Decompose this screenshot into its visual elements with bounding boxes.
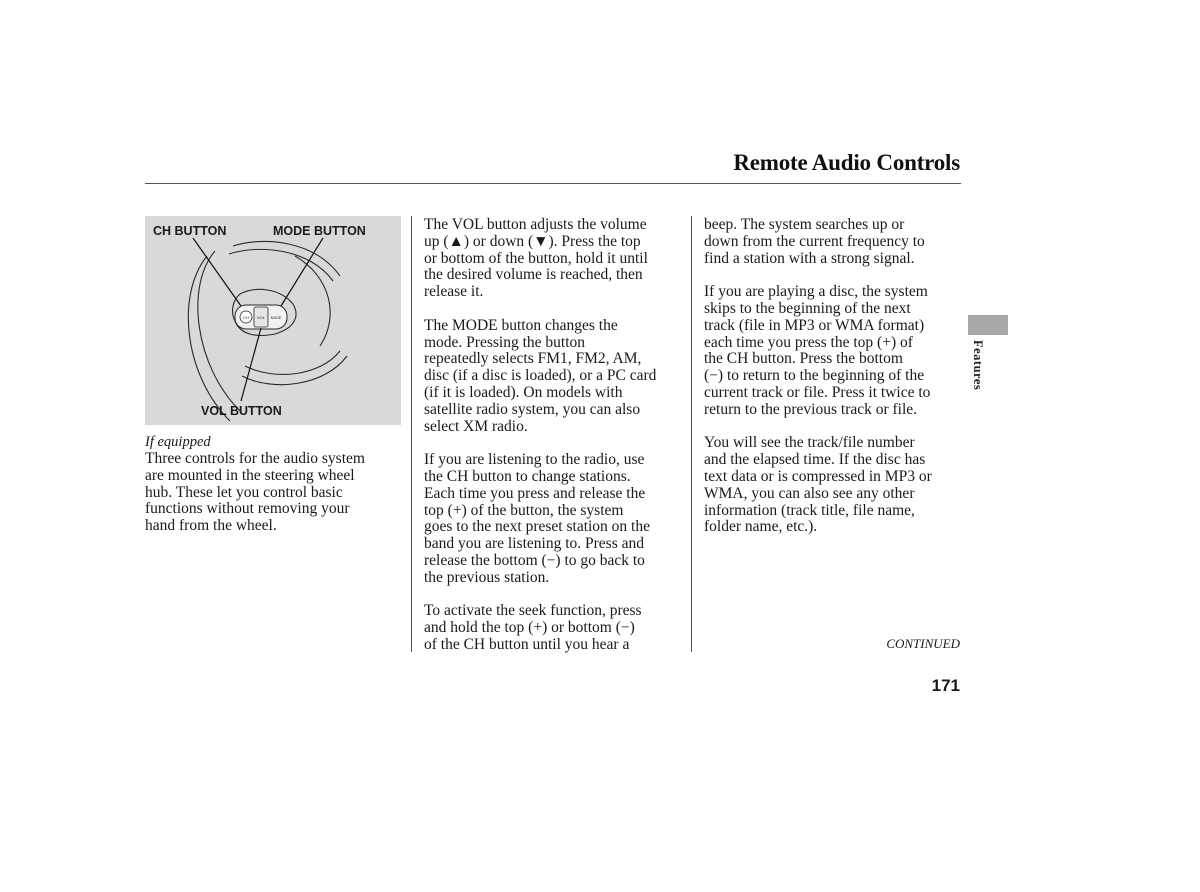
button-panel <box>235 305 287 329</box>
left-column <box>145 451 407 552</box>
right-column <box>704 217 966 553</box>
panel-ch-text: CH <box>243 315 249 320</box>
mode-button-label: MODE BUTTON <box>273 224 366 238</box>
middle-paragraph-vol: The VOL button adjusts the volume up (▲) or down (▼). Press the top or bottom of the button, hold it until the desired volume is reached, then release it. <box>424 216 648 301</box>
right-paragraph-beep: beep. The system searches up or down from the current frequency to find a station with a strong signal. <box>704 216 925 267</box>
right-paragraph-display: You will see the track/file number and the elapsed time. If the disc has text data or is compressed in MP3 or WMA, you can also see any other information (track title, file name, folder name, etc.). <box>704 434 932 536</box>
right-paragraph-disc: If you are playing a disc, the system skips to the beginning of the next track (file in MP3 or WMA format) each time you press the top (+) of the CH button. Press the bottom (−) to return to the beginning of the current track or file. Press it twice to return to the previous track or file. <box>704 283 931 418</box>
middle-paragraph-mode: The MODE button changes the mode. Pressing the button repeatedly selects FM1, FM2, AM, disc (if a disc is loaded), or a PC card (if it is loaded). On models with satellite radio system, you can also select XM radio. <box>424 316 657 435</box>
vol-button-label: VOL BUTTON <box>201 404 282 418</box>
left-paragraph: Three controls for the audio system are mounted in the steering wheel hub. These let you control basic functions without removing your hand from the wheel. <box>145 450 365 535</box>
vol-leader-line <box>241 328 261 401</box>
steering-wheel-illustration <box>145 216 401 425</box>
panel-vol-text: VOL <box>256 315 266 320</box>
steering-wheel-figure <box>145 216 401 425</box>
middle-column <box>424 217 688 671</box>
panel-mode-text: MODE <box>270 316 282 320</box>
section-tab-label: Features <box>971 340 985 391</box>
column-divider-2 <box>691 216 692 652</box>
page-title: Remote Audio Controls <box>733 150 960 175</box>
figure-caption: If equipped <box>145 434 211 450</box>
header-rule <box>145 183 961 184</box>
page-number: 171 <box>931 676 960 695</box>
ch-button-label: CH BUTTON <box>153 224 227 238</box>
middle-paragraph-seek: To activate the seek function, press and hold the top (+) or bottom (−) of the CH button until you hear a <box>424 602 642 653</box>
middle-paragraph-ch: If you are listening to the radio, use the CH button to change stations. Each time you press and release the top (+) of the button, the system goes to the next preset station on the band you are listening to. Press and release the bottom (−) to go back to the previous station. <box>424 451 650 586</box>
column-divider-1 <box>411 216 412 652</box>
ch-leader-line <box>193 238 241 306</box>
continued-label: CONTINUED <box>886 636 960 651</box>
section-tab-marker <box>968 315 1008 335</box>
